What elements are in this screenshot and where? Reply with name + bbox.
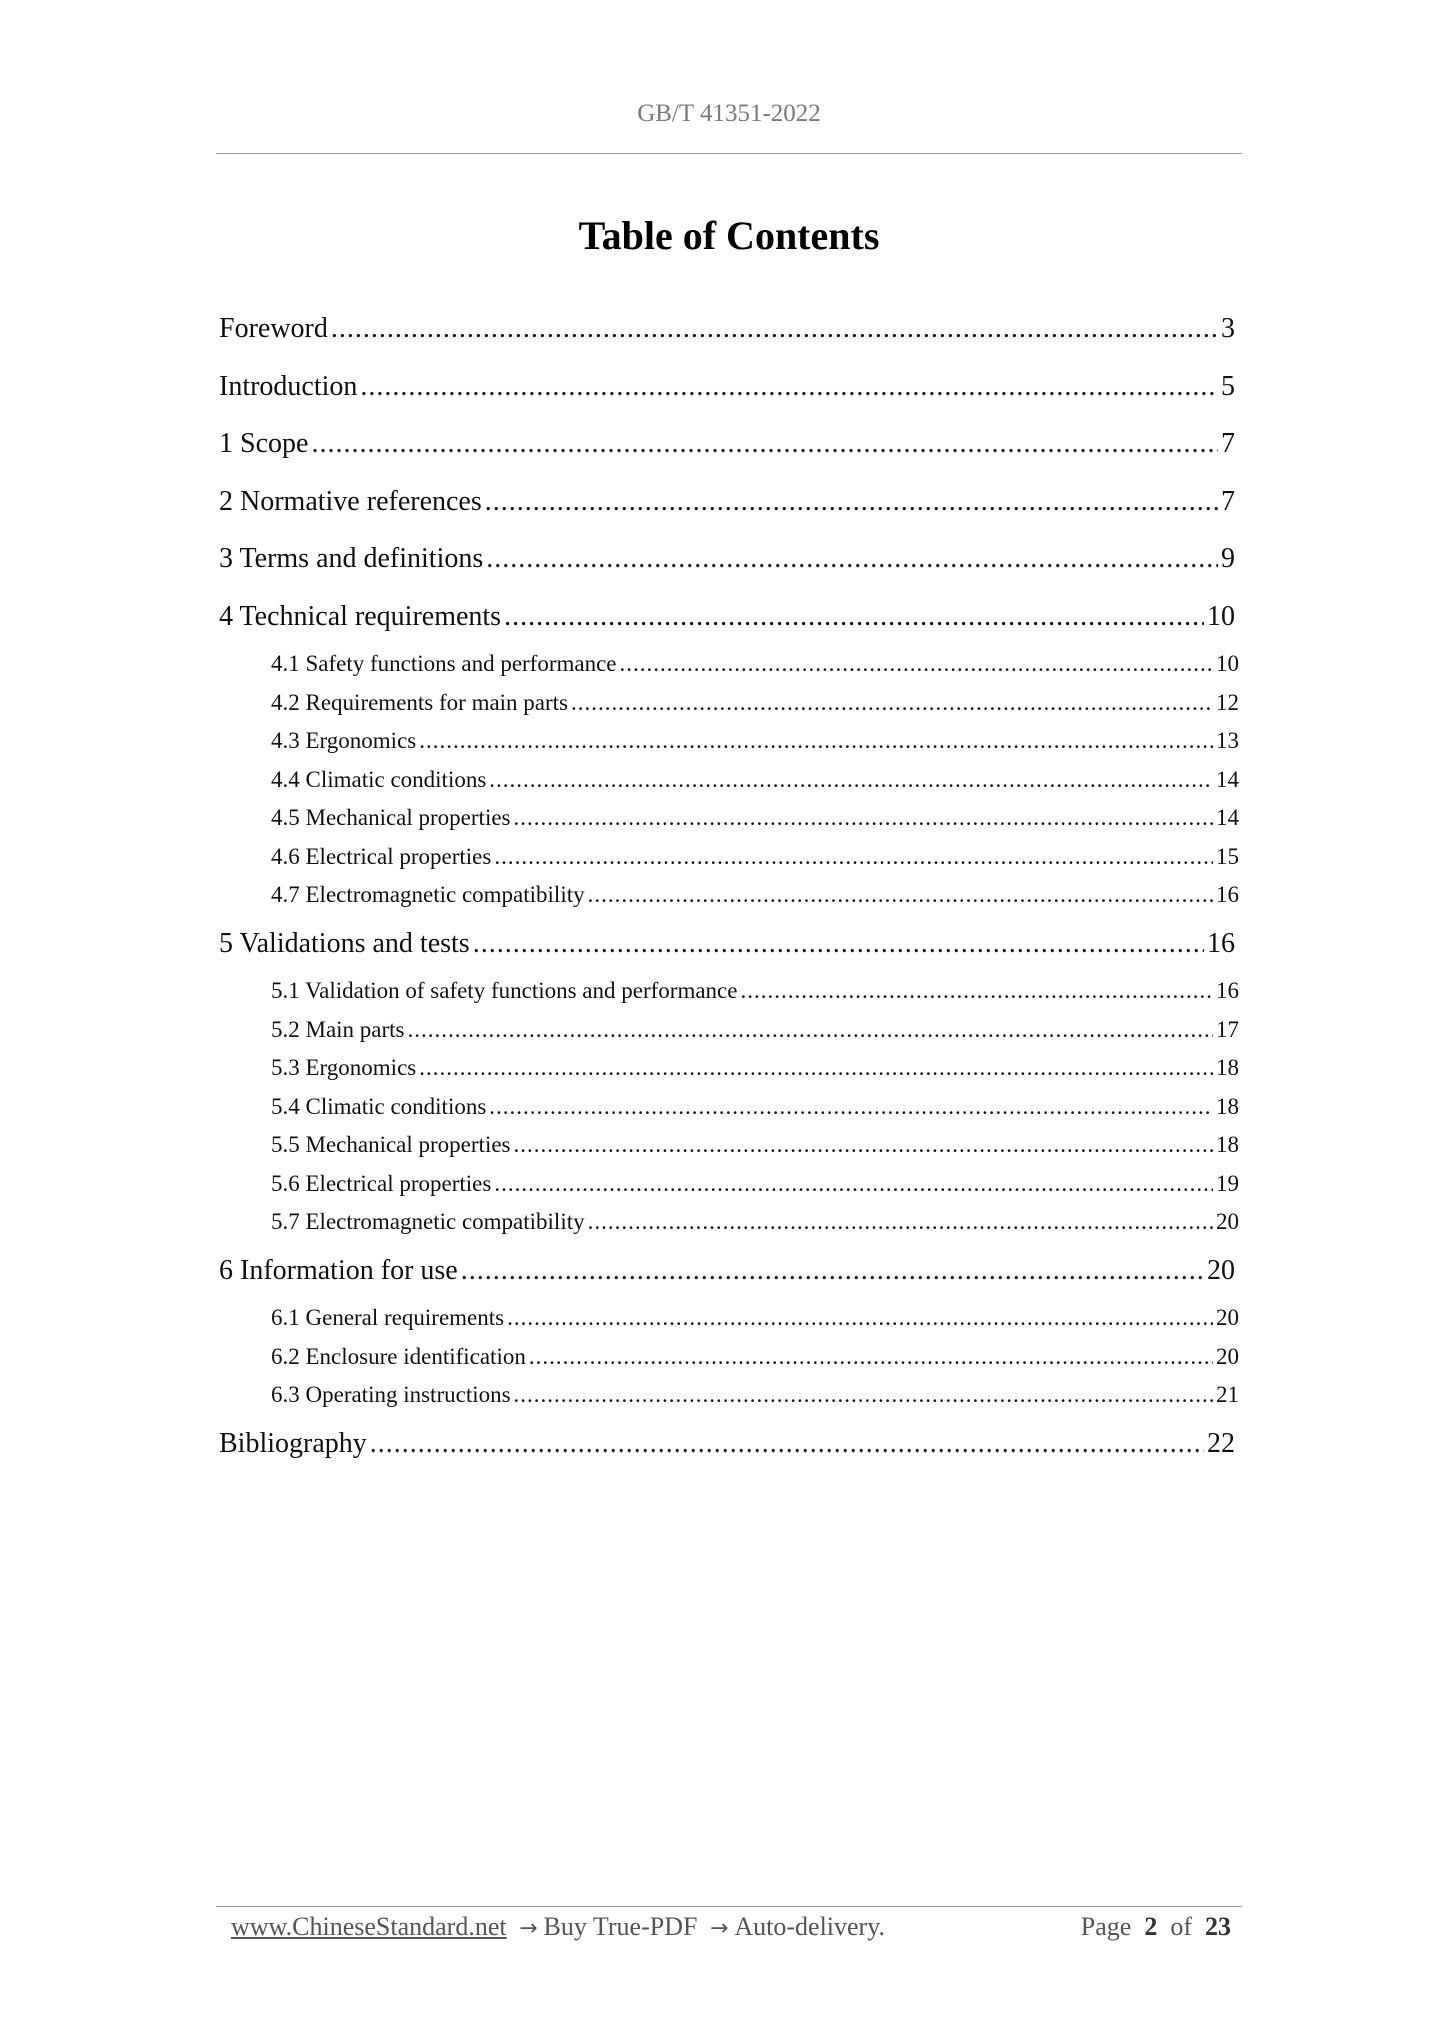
dot-leader bbox=[588, 876, 1213, 915]
toc-entry[interactable] bbox=[219, 1415, 1239, 1473]
toc-entry[interactable] bbox=[219, 588, 1239, 646]
dot-leader bbox=[507, 1299, 1213, 1338]
toc-entry[interactable] bbox=[219, 300, 1239, 358]
toc-subentry[interactable] bbox=[219, 972, 1239, 1011]
page-title: Table of Contents bbox=[578, 213, 880, 258]
toc-entry[interactable] bbox=[219, 530, 1239, 588]
toc-entry-label: 4.7 Electromagnetic compatibility bbox=[271, 882, 585, 907]
arrow-right-icon: → bbox=[709, 1916, 729, 1941]
toc-entry-page: 20 bbox=[1216, 1343, 1239, 1369]
toc-entry-label: 1 Scope bbox=[219, 428, 309, 459]
running-header: GB/T 41351-2022 bbox=[637, 100, 821, 127]
toc-subentry[interactable] bbox=[219, 1338, 1239, 1377]
page-total: 23 bbox=[1205, 1912, 1231, 1941]
page-footer bbox=[231, 1912, 1231, 1942]
toc-entry-page: 7 bbox=[1221, 428, 1235, 459]
toc-subentry[interactable] bbox=[219, 1299, 1239, 1338]
toc-entry-label: 5.3 Ergonomics bbox=[271, 1055, 417, 1080]
dot-leader bbox=[419, 1049, 1213, 1088]
dot-leader bbox=[588, 1203, 1213, 1242]
toc-entry-page: 19 bbox=[1216, 1170, 1239, 1196]
toc-entry-page: 15 bbox=[1216, 843, 1239, 869]
toc-entry-label: 5.1 Validation of safety functions and performance bbox=[271, 978, 738, 1003]
toc-entry-label: 4.5 Mechanical properties bbox=[271, 805, 511, 830]
toc-entry-page: 16 bbox=[1207, 927, 1235, 959]
dot-leader bbox=[489, 1088, 1213, 1127]
toc-entry-label: 5.7 Electromagnetic compatibility bbox=[271, 1209, 585, 1234]
toc-subentry[interactable] bbox=[219, 645, 1239, 684]
toc-entry-page: 16 bbox=[1216, 882, 1239, 907]
arrow-right-icon: → bbox=[519, 1916, 538, 1941]
toc-entry-label: 5.6 Electrical properties bbox=[271, 1170, 492, 1196]
toc-entry-page: 10 bbox=[1207, 600, 1235, 632]
toc-entry-label: 5.4 Climatic conditions bbox=[271, 1093, 487, 1119]
footer-promo bbox=[231, 1912, 885, 1942]
toc-entry-label: 6.1 General requirements bbox=[271, 1305, 505, 1330]
footer-promo-buy: Buy True-PDF bbox=[543, 1912, 698, 1941]
toc-entry-page: 7 bbox=[1221, 485, 1235, 517]
toc-subentry[interactable] bbox=[219, 799, 1239, 838]
toc-subentry[interactable] bbox=[219, 1126, 1239, 1165]
dot-leader bbox=[504, 588, 1204, 646]
dot-leader bbox=[370, 1415, 1204, 1473]
page-current: 2 bbox=[1144, 1912, 1158, 1941]
toc-entry-label: 4.1 Safety functions and performance bbox=[271, 651, 617, 676]
toc-subentry[interactable] bbox=[219, 838, 1239, 877]
toc-entry-page: 20 bbox=[1216, 1209, 1239, 1234]
dot-leader bbox=[514, 799, 1214, 838]
footer-divider bbox=[216, 1906, 1242, 1907]
toc-entry[interactable] bbox=[219, 473, 1239, 531]
toc-entry[interactable] bbox=[219, 415, 1239, 473]
toc-entry[interactable] bbox=[219, 915, 1239, 973]
toc-entry[interactable] bbox=[219, 358, 1239, 416]
toc-entry-page: 20 bbox=[1216, 1305, 1239, 1330]
toc-entry-label: Bibliography bbox=[219, 1427, 367, 1459]
dot-leader bbox=[486, 530, 1218, 588]
toc-entry-page: 3 bbox=[1221, 313, 1235, 344]
dot-leader bbox=[529, 1338, 1213, 1377]
toc-subentry[interactable] bbox=[219, 722, 1239, 761]
page-word: Page bbox=[1080, 1912, 1132, 1941]
dot-leader bbox=[489, 761, 1213, 800]
toc-entry-label: 2 Normative references bbox=[219, 485, 482, 517]
toc-entry-label: 4.6 Electrical properties bbox=[271, 843, 492, 869]
dot-leader bbox=[461, 1242, 1204, 1300]
dot-leader bbox=[360, 358, 1218, 416]
dot-leader bbox=[408, 1011, 1213, 1050]
dot-leader bbox=[419, 722, 1213, 761]
dot-leader bbox=[494, 838, 1213, 877]
table-of-contents bbox=[219, 300, 1239, 1472]
toc-entry-page: 18 bbox=[1216, 1132, 1239, 1157]
toc-entry-label: 6.2 Enclosure identification bbox=[271, 1343, 526, 1369]
toc-entry-page: 18 bbox=[1216, 1093, 1239, 1119]
toc-entry-page: 18 bbox=[1216, 1055, 1239, 1080]
dot-leader bbox=[620, 645, 1213, 684]
toc-entry-page: 14 bbox=[1216, 766, 1239, 792]
dot-leader bbox=[740, 972, 1213, 1011]
toc-entry-page: 16 bbox=[1216, 978, 1239, 1003]
toc-entry-label: 4 Technical requirements bbox=[219, 600, 502, 632]
toc-entry-page: 10 bbox=[1216, 651, 1239, 676]
toc-entry-label: 4.2 Requirements for main parts bbox=[271, 689, 569, 715]
toc-entry-page: 17 bbox=[1216, 1016, 1239, 1042]
toc-entry-label: 3 Terms and definitions bbox=[219, 543, 484, 574]
toc-subentry[interactable] bbox=[219, 876, 1239, 915]
toc-entry-page: 13 bbox=[1216, 728, 1239, 753]
toc-entry[interactable] bbox=[219, 1242, 1239, 1300]
toc-entry-label: 4.4 Climatic conditions bbox=[271, 766, 487, 792]
toc-subentry[interactable] bbox=[219, 1049, 1239, 1088]
toc-subentry[interactable] bbox=[219, 1165, 1239, 1204]
dot-leader bbox=[473, 915, 1204, 973]
toc-entry-page: 5 bbox=[1221, 370, 1235, 402]
toc-entry-page: 9 bbox=[1221, 543, 1235, 574]
toc-entry-label: 4.3 Ergonomics bbox=[271, 728, 417, 753]
dot-leader bbox=[485, 473, 1218, 531]
toc-subentry[interactable] bbox=[219, 761, 1239, 800]
header-divider bbox=[216, 153, 1242, 154]
toc-subentry[interactable] bbox=[219, 1376, 1239, 1415]
toc-entry-page: 12 bbox=[1216, 689, 1239, 715]
toc-subentry[interactable] bbox=[219, 1088, 1239, 1127]
website-link[interactable]: www.ChineseStandard.net bbox=[231, 1912, 507, 1941]
toc-entry-label: Foreword bbox=[219, 313, 328, 344]
dot-leader bbox=[571, 684, 1213, 723]
toc-entry-page: 14 bbox=[1216, 805, 1239, 830]
dot-leader bbox=[494, 1165, 1213, 1204]
toc-entry-page: 21 bbox=[1216, 1382, 1239, 1407]
toc-subentry[interactable] bbox=[219, 1011, 1239, 1050]
toc-entry-label: 5.5 Mechanical properties bbox=[271, 1132, 511, 1157]
toc-entry-label: 5.2 Main parts bbox=[271, 1016, 405, 1042]
dot-leader bbox=[514, 1126, 1214, 1165]
toc-entry-page: 20 bbox=[1207, 1254, 1235, 1286]
toc-entry-label: 6 Information for use bbox=[219, 1254, 458, 1286]
page-indicator bbox=[1081, 1912, 1231, 1942]
of-word: of bbox=[1170, 1912, 1192, 1941]
toc-entry-label: 5 Validations and tests bbox=[219, 927, 470, 959]
toc-entry-label: Introduction bbox=[219, 370, 358, 402]
toc-subentry[interactable] bbox=[219, 1203, 1239, 1242]
toc-subentry[interactable] bbox=[219, 684, 1239, 723]
dot-leader bbox=[331, 300, 1218, 358]
toc-entry-page: 22 bbox=[1207, 1427, 1235, 1459]
toc-entry-label: 6.3 Operating instructions bbox=[271, 1382, 511, 1407]
dot-leader bbox=[311, 415, 1218, 473]
footer-promo-delivery: Auto-delivery. bbox=[734, 1912, 886, 1941]
dot-leader bbox=[514, 1376, 1213, 1415]
